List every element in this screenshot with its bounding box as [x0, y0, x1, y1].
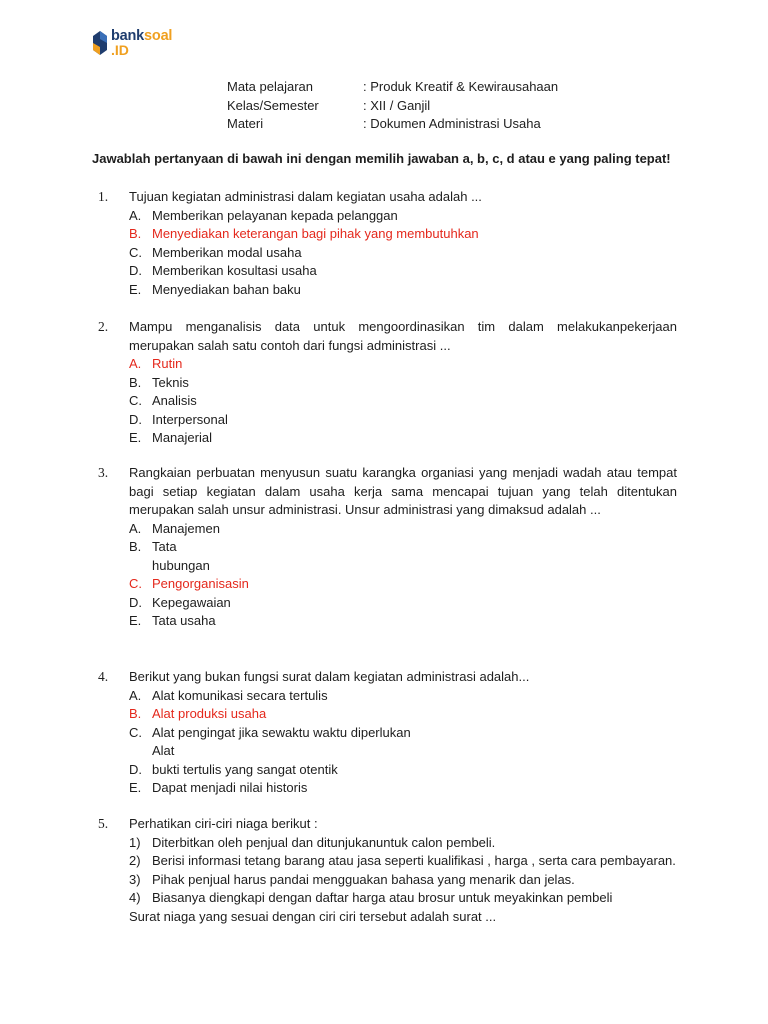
option-e: E. Dapat menjadi nilai historis — [129, 780, 308, 795]
instruction-text: Jawablah pertanyaan di bawah ini dengan memilih jawaban a, b, c, d atau e yang paling tepat! — [92, 151, 671, 166]
question-text: Tujuan kegiatan administrasi dalam kegiatan usaha adalah ... — [129, 189, 482, 204]
question-number: 2. — [98, 319, 109, 334]
characteristic-item: 4) Biasanya diengkapi dengan daftar harga atau brosur untuk meyakinkan pembeli — [129, 890, 613, 905]
meta-row — [227, 78, 558, 97]
meta-value: : Produk Kreatif & Kewirausahaan — [363, 79, 559, 94]
question-text: Perhatikan ciri-ciri niaga berikut : — [129, 816, 318, 831]
option-c: C. Analisis — [129, 393, 197, 408]
banksoal-logo — [92, 28, 202, 60]
option-c-correct: C. Pengorganisasin — [129, 576, 249, 591]
characteristics-list — [129, 834, 677, 908]
question-number: 3. — [98, 465, 109, 480]
option-e: E. Manajerial — [129, 430, 212, 445]
meta-row — [227, 97, 558, 116]
meta-label: Mata pelajaran — [227, 79, 313, 94]
question-4 — [92, 668, 677, 798]
meta-label: Materi — [227, 116, 264, 131]
option-d: D. bukti tertulis yang sangat otentik — [129, 761, 338, 777]
option-b-correct: B. Alat produksi usaha — [129, 706, 267, 721]
question-prompt: Surat niaga yang sesuai dengan ciri ciri tersebut adalah surat ... — [129, 908, 497, 924]
options-list — [129, 520, 677, 631]
question-text: Mampu menganalisis data untuk mengoordinasikan tim dalam melakukanpekerjaan merupakan salah satu contoh dari fungsi administrasi ... — [129, 319, 677, 353]
meta-label: Kelas/Semester — [227, 97, 319, 113]
option-a-correct: A. Rutin — [129, 356, 183, 371]
options-list — [129, 207, 677, 300]
meta-value: : Dokumen Administrasi Usaha — [363, 116, 541, 131]
meta-row — [227, 115, 558, 134]
option-c-continuation: Alat — [152, 743, 175, 758]
meta-value: : XII / Ganjil — [363, 97, 431, 113]
characteristic-item: 2) Berisi informasi tetang barang atau jasa seperti kualifikasi , harga , serta cara pembayaran. — [129, 853, 676, 868]
option-b: B. Teknis — [129, 374, 189, 390]
question-1 — [92, 188, 677, 299]
option-b-continuation: hubungan — [152, 557, 210, 573]
option-e: E. Tata usaha — [129, 613, 216, 628]
document-meta — [227, 78, 558, 134]
option-c: C. Memberikan modal usaha — [129, 244, 302, 260]
options-list — [129, 687, 677, 798]
logo-wordmark: banksoal — [111, 28, 173, 44]
option-c: C. Alat pengingat jika sewaktu waktu diperlukan — [129, 724, 411, 740]
option-d: D. Memberikan kosultasi usaha — [129, 263, 317, 278]
option-a: A. Memberikan pelayanan kepada pelanggan — [129, 207, 398, 223]
question-number: 5. — [98, 816, 109, 831]
option-b: B. Tata — [129, 539, 177, 554]
question-text: Rangkaian perbuatan menyusun suatu karangka organiasi yang menjadi wadah atau tempat bagi setiap kegiatan dalam usaha kerja sama mencapai tujuan yang telah ditentukan merupakan salah unsur administrasi. Unsur administrasi yang dimaksud adalah ... — [129, 465, 677, 517]
question-5 — [92, 815, 677, 926]
logo-id: .ID — [111, 42, 129, 58]
option-b-correct: B. Menyediakan keterangan bagi pihak yang membutuhkan — [129, 226, 479, 241]
question-3 — [92, 464, 677, 631]
options-list — [129, 355, 677, 448]
question-number: 4. — [98, 669, 109, 684]
option-a: A. Manajemen — [129, 520, 220, 536]
question-text: Berikut yang bukan fungsi surat dalam kegiatan administrasi adalah... — [129, 669, 530, 684]
option-d: D. Kepegawaian — [129, 594, 231, 610]
characteristic-item: 1) Diterbitkan oleh penjual dan ditunjukanuntuk calon pembeli. — [129, 834, 496, 850]
question-number: 1. — [98, 189, 109, 204]
characteristic-item: 3) Pihak penjual harus pandai mengguakan bahasa yang menarik dan jelas. — [129, 871, 575, 887]
option-a: A. Alat komunikasi secara tertulis — [129, 687, 328, 703]
logo-mark-icon — [92, 30, 108, 56]
option-d: D. Interpersonal — [129, 411, 228, 427]
option-e: E. Menyediakan bahan baku — [129, 281, 301, 297]
question-2 — [92, 318, 677, 448]
